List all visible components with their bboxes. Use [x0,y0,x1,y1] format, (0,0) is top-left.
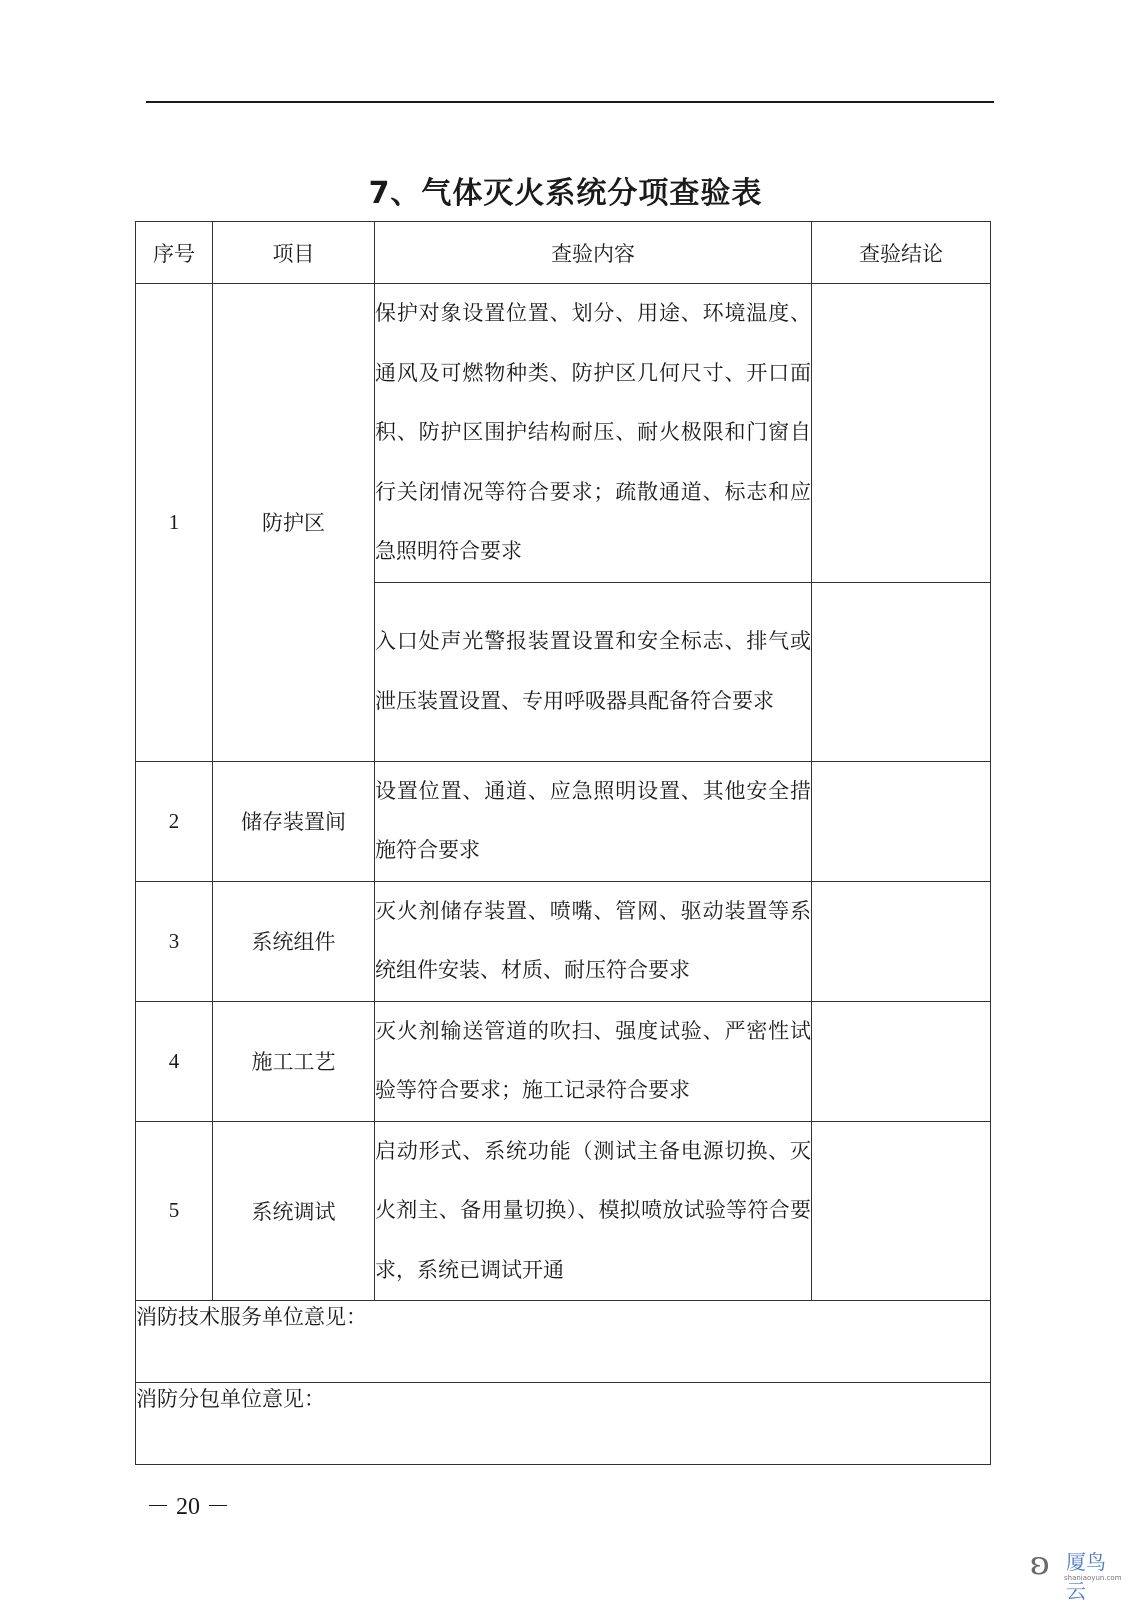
header-rule [146,101,994,103]
page-number: － 20 － [146,1494,230,1520]
page-title: 7、气体灭火系统分项查验表 [368,176,763,211]
header-no: 序号 [136,222,213,284]
row-no: 1 [136,284,213,762]
subcontractor-opinion[interactable]: 消防分包单位意见： [136,1383,991,1465]
table-row [136,284,991,583]
row-no: 2 [136,761,213,881]
watermark-name: 厦鸟云 [1066,1550,1106,1603]
table-header-row [136,222,991,284]
service-unit-opinion[interactable]: 消防技术服务单位意见： [136,1301,991,1383]
row-item: 储存装置间 [213,761,375,881]
row-no: 5 [136,1121,213,1301]
row-result-cell[interactable] [812,881,991,1001]
row-item: 施工工艺 [213,1001,375,1121]
watermark [1030,1544,1122,1603]
row-item: 系统组件 [213,881,375,1001]
row-result-cell[interactable] [812,1121,991,1301]
inspection-table [135,221,991,1465]
table-row [136,881,991,1001]
row-item: 防护区 [213,284,375,762]
table-row [136,761,991,881]
row-result-cell[interactable] [812,761,991,881]
row-no: 4 [136,1001,213,1121]
row-result-cell[interactable] [812,1001,991,1121]
opinion-row [136,1383,991,1465]
opinion-row [136,1301,991,1383]
header-item: 项目 [213,222,375,284]
table-row [136,1121,991,1301]
row-content: 保护对象设置位置、划分、用途、环境温度、通风及可燃物种类、防护区几何尺寸、开口面积、防护区围护结构耐压、耐火极限和门窗自行关闭情况等符合要求；疏散通道、标志和应急照明符合要求 [375,284,812,583]
watermark-url: shaniaoyun.com [1064,1574,1122,1582]
row-no: 3 [136,881,213,1001]
header-content: 查验内容 [375,222,812,284]
bird-logo-icon: ʚ [1030,1544,1050,1582]
row-item: 系统调试 [213,1121,375,1301]
header-result: 查验结论 [812,222,991,284]
row-result-cell[interactable] [812,582,991,761]
row-content: 灭火剂输送管道的吹扫、强度试验、严密性试验等符合要求；施工记录符合要求 [375,1001,812,1121]
row-content: 设置位置、通道、应急照明设置、其他安全措施符合要求 [375,761,812,881]
row-result-cell[interactable] [812,284,991,583]
table-row [136,1001,991,1121]
row-content: 入口处声光警报装置设置和安全标志、排气或泄压装置设置、专用呼吸器具配备符合要求 [375,582,812,761]
row-content: 灭火剂储存装置、喷嘴、管网、驱动装置等系统组件安装、材质、耐压符合要求 [375,881,812,1001]
row-content: 启动形式、系统功能（测试主备电源切换、灭火剂主、备用量切换）、模拟喷放试验等符合要求，系统已调试开通 [375,1121,812,1301]
